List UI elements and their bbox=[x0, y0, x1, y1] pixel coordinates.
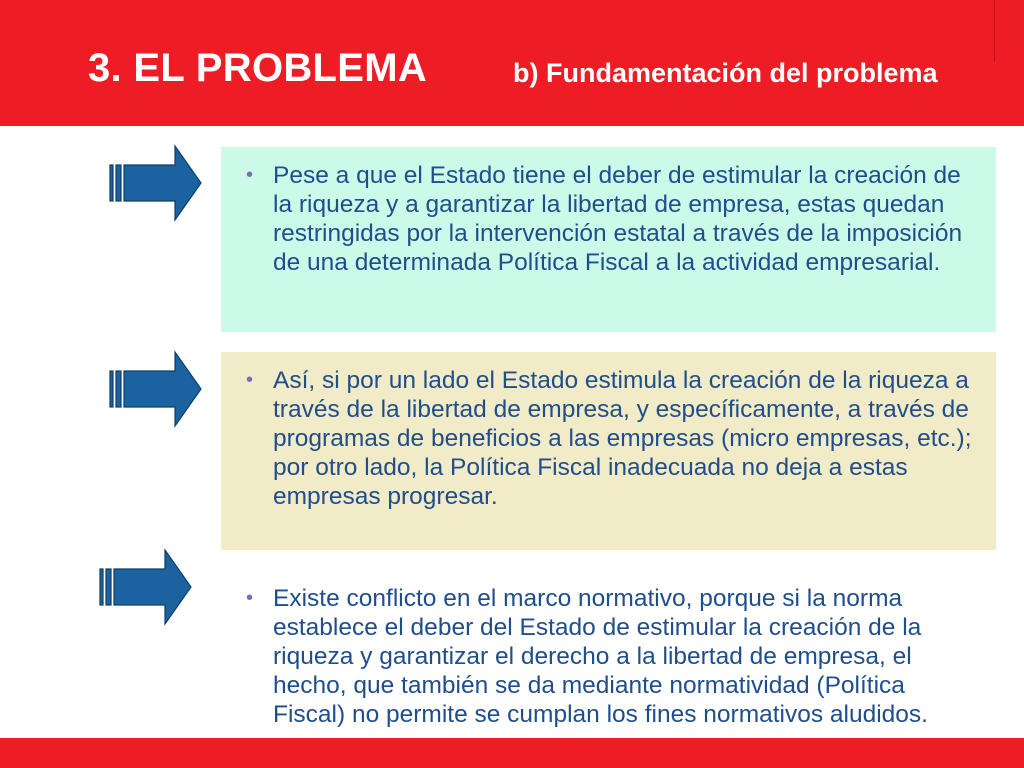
content-box-1 bbox=[221, 147, 996, 332]
item-text: Pese a que el Estado tiene el deber de estimular la creación de la riqueza y a garantizar la libertad de empresa, estas quedan restringidas por la intervención estatal a través de la imposición de una determinada Política Fiscal a la actividad empresarial. bbox=[273, 162, 963, 276]
list-item bbox=[246, 584, 976, 729]
header-divider bbox=[994, 0, 995, 62]
striped-right-arrow-icon bbox=[107, 144, 203, 222]
slide-title: 3. EL PROBLEMA bbox=[88, 46, 428, 90]
item-text: Así, si por un lado el Estado estimula la creación de la riqueza a través de la libertad de empresa, y específicamente, a través de programas de beneficios a las empresas (micro empresas, etc.); por otro lado, la Política Fiscal inadecuada no deja a estas empresas progresar. bbox=[273, 367, 972, 510]
list-item bbox=[246, 366, 976, 511]
item-text: Existe conflicto en el marco normativo, porque si la norma establece el deber del Estado de estimular la creación de la riqueza y garantizar el derecho a la libertad de empresa, el hecho, que también se da mediante normatividad (Política Fiscal) no permite se cumplan los fines normativos aludidos. bbox=[273, 585, 928, 728]
bullet: • bbox=[246, 587, 254, 609]
bullet: • bbox=[246, 369, 254, 391]
slide-header bbox=[0, 0, 1024, 126]
slide-subtitle: b) Fundamentación del problema bbox=[513, 58, 938, 88]
bullet: • bbox=[246, 164, 254, 186]
striped-right-arrow-icon bbox=[97, 548, 193, 626]
content-box-2 bbox=[221, 352, 996, 550]
content-box-3 bbox=[221, 570, 996, 745]
slide-footer-bar bbox=[0, 738, 1024, 768]
striped-right-arrow-icon bbox=[107, 350, 203, 428]
list-item bbox=[246, 161, 976, 277]
